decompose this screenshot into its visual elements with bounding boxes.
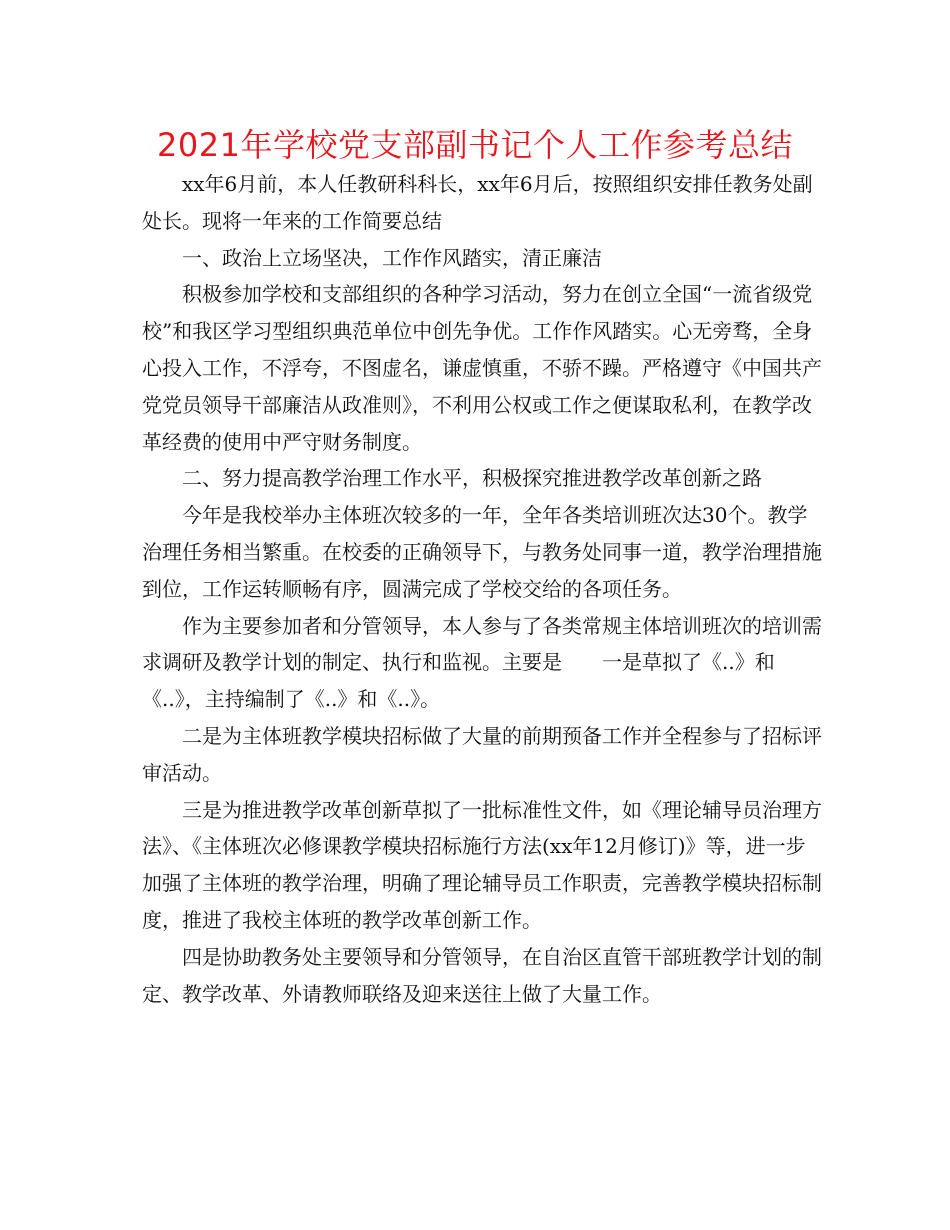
paragraph-role: 作为主要参加者和分管领导，本人参与了各类常规主体培训班次的培训需求调研及教学计划的制定、执行和监视。主要是 一是草拟了《..》和《..》，主持编制了《..》和《..》。 bbox=[142, 613, 822, 712]
document-title: 2021年学校党支部副书记个人工作参考总结 bbox=[157, 126, 793, 164]
section-heading-1: 一、政治上立场坚决，工作作风踏实，清正廉洁 bbox=[182, 245, 602, 270]
paragraph-item-2: 二是为主体班教学模块招标做了大量的前期预备工作并全程参与了招标评审活动。 bbox=[142, 723, 822, 785]
document-body bbox=[142, 166, 822, 1012]
paragraph-item-3: 三是为推进教学改革创新草拟了一批标准性文件，如《理论辅导员治理方法》、《主体班次必修课教学模块招标施行方法(xx年12月修订)》等，进一步加强了主体班的教学治理，明确了理论辅导员工作职责，完善教学模块招标制度，推进了我校主体班的教学改革创新工作。 bbox=[142, 797, 822, 932]
paragraph-training: 今年是我校举办主体班次较多的一年，全年各类培训班次达30个。教学治理任务相当繁重。在校委的正确领导下，与教务处同事一道，教学治理措施到位，工作运转顺畅有序，圆满完成了学校交给的各项任务。 bbox=[142, 503, 822, 601]
paragraph-item-4: 四是协助教务处主要领导和分管领导，在自治区直管干部班教学计划的制定、教学改革、外请教师联络及迎来送往上做了大量工作。 bbox=[142, 944, 822, 1006]
paragraph-politics: 积极参加学校和支部组织的各种学习活动，努力在创立全国“一流省级党校”和我区学习型组织典范单位中创先争优。工作作风踏实。心无旁骛，全身心投入工作，不浮夸，不图虚名，谦虚慎重，不骄不躁。严格遵守《中国共产党党员领导干部廉洁从政准则》，不利用公权或工作之便谋取私利，在教学改革经费的使用中严守财务制度。 bbox=[142, 282, 822, 454]
section-heading-2: 二、努力提高教学治理工作水平，积极探究推进教学改革创新之路 bbox=[182, 466, 762, 491]
paragraph-intro: xx年6月前，本人任教研科科长，xx年6月后，按照组织安排任教务处副处长。现将一年来的工作简要总结 bbox=[142, 172, 813, 233]
